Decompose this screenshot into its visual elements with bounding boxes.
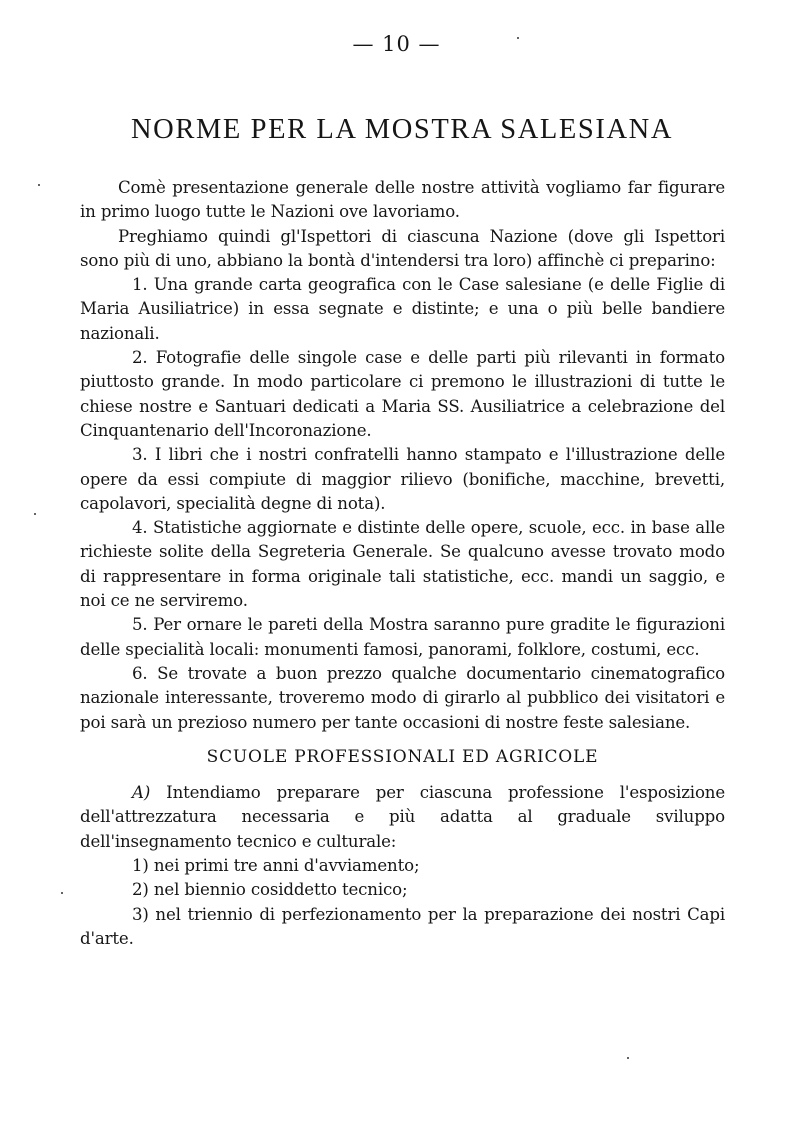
print-speck xyxy=(61,892,63,894)
list-item: 2. Fotografie delle singole case e delle parti più rilevanti in formato piuttosto grande. In modo particolare ci premono le illustrazioni di tutte le chiese nostre e Santuari dedicati a Maria SS. Ausiliatrice a celebrazione del Cinquantenario dell'Incoronazione. xyxy=(80,348,725,440)
intro-paragraph: Preghiamo quindi gl'Ispettori di ciascuna Nazione (dove gli Ispettori sono più di uno, abbiano la bontà d'intendersi tra loro) affinchè ci preparino: xyxy=(80,226,725,270)
list-item: 3. I libri che i nostri confratelli hanno stampato e l'illustrazione delle opere da essi compiute di maggior rilievo (bonifiche, macchine, brevetti, capolavori, specialità degne di nota). xyxy=(80,445,725,513)
section-lead-text: Intendiamo preparare per ciascuna professione l'esposizione dell'attrezzatura necessaria e più adatta al graduale sviluppo dell'insegnamento tecnico e culturale: xyxy=(80,783,725,851)
print-speck xyxy=(34,513,36,515)
document-body xyxy=(80,176,725,951)
print-speck xyxy=(517,37,519,39)
page-number: — 10 — xyxy=(352,32,441,56)
intro-paragraph: Comè presentazione generale delle nostre attività vogliamo far figurare in primo luogo tutte le Nazioni ove lavoriamo. xyxy=(80,178,725,222)
sub-list-item: 1) nei primi tre anni d'avviamento; xyxy=(132,856,420,876)
list-item: 6. Se trovate a buon prezzo qualche documentario cinematografico nazionale interessante, troveremo modo di girarlo al pubblico dei visitatori e poi sarà un prezioso numero per tante occasioni di nostre feste salesiane. xyxy=(80,663,725,732)
section-heading: SCUOLE PROFESSIONALI ED AGRICOLE xyxy=(206,746,599,767)
list-item: 1. Una grande carta geografica con le Case salesiane (e delle Figlie di Maria Ausiliatrice) in essa segnate e distinte; e una o più belle bandiere nazionali. xyxy=(80,275,725,343)
section-lead-paragraph xyxy=(80,781,725,854)
sub-list-item: 3) nel triennio di perfezionamento per la preparazione dei nostri Capi d'arte. xyxy=(80,904,725,948)
page-title: NORME PER LA MOSTRA SALESIANA xyxy=(130,114,674,145)
print-speck xyxy=(38,184,40,186)
sub-list-item: 2) nel biennio cosiddetto tecnico; xyxy=(132,880,408,900)
list-item: 4. Statistiche aggiornate e distinte delle opere, scuole, ecc. in base alle richieste solite della Segreteria Generale. Se qualcuno avesse trovato modo di rappresentare in forma originale tali statistiche, ecc. mandi un saggio, e noi ce ne serviremo. xyxy=(80,518,725,611)
section-lead-letter: A) xyxy=(132,783,151,803)
print-speck xyxy=(627,1057,629,1059)
list-item: 5. Per ornare le pareti della Mostra saranno pure gradite le figurazioni delle specialità locali: monumenti famosi, panorami, folklore, costumi, ecc. xyxy=(80,615,725,659)
